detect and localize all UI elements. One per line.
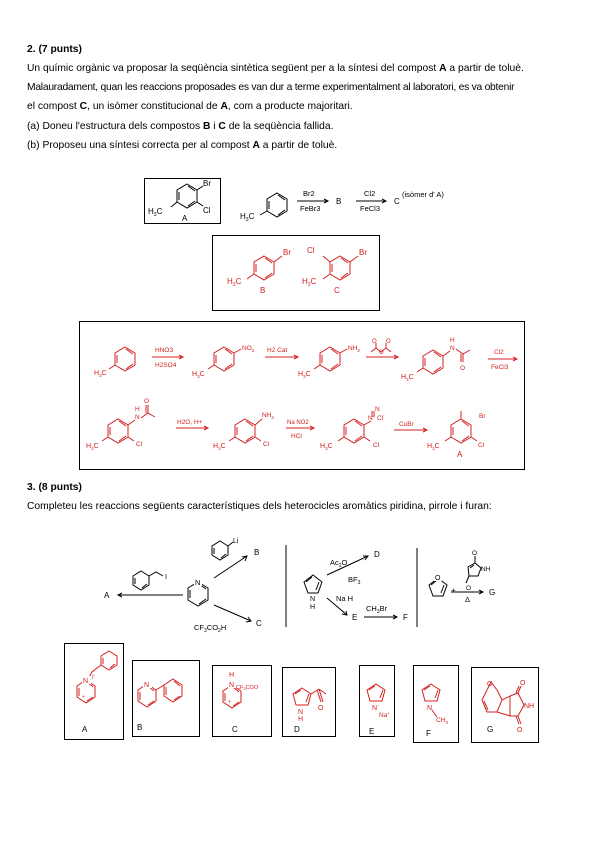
svg-text:H3C: $H_3C$ — [320, 443, 333, 451]
q2-line-2: Malauradament, quan les reaccions proposades es van dur a terme experimentalment al laboratori, es va obtenir — [27, 82, 515, 93]
svg-text:NH: NH — [481, 566, 491, 573]
svg-text:NO2: $NO_2$ — [242, 345, 255, 353]
q3-intro: Completeu les reaccions següents característiques dels heterocicles aromàtics piridina, pirrole i furan: — [27, 501, 492, 512]
answer-A-structure — [77, 651, 117, 734]
svg-text:NH2: $NH_2$ — [348, 345, 360, 353]
q2-part-b: (b) Proposeu una síntesi correcta per al compost A a partir de toluè. — [27, 140, 338, 151]
svg-text:+: + — [82, 694, 85, 700]
q2-line-3: el compost C, un isòmer constitucional de A, com a producte majoritari. — [27, 101, 353, 112]
svg-text:N: N — [310, 596, 316, 603]
q2-line-1: Un químic orgànic va proposar la seqüència sintètica següent per a la síntesi del compost A a partir de toluè. — [27, 63, 524, 74]
svg-text:H2SO4: H2SO4 — [155, 362, 177, 369]
svg-text:O: O — [386, 339, 391, 345]
svg-text:Cl: Cl — [478, 442, 485, 449]
svg-text:FeBr3: FeBr3 — [300, 204, 321, 213]
q3-label-D: D — [374, 550, 380, 559]
svg-text:C: C — [232, 725, 238, 734]
svg-text:C: C — [334, 286, 340, 295]
svg-text:NH: NH — [524, 703, 535, 710]
svg-text:N: N — [195, 578, 201, 587]
isomer-note: (isòmer d' A) — [402, 190, 444, 199]
svg-text:I: I — [165, 574, 167, 581]
svg-text:B: B — [137, 723, 143, 732]
svg-text:HCl: HCl — [291, 433, 302, 440]
svg-text:Δ: Δ — [465, 595, 471, 604]
svg-text:N: N — [372, 705, 378, 712]
svg-text:Na+: Na+ — [379, 711, 390, 719]
q3-label-B: B — [254, 548, 260, 557]
svg-text:O: O — [435, 575, 441, 582]
svg-text:H: H — [310, 604, 316, 611]
svg-text:Cl: Cl — [136, 441, 143, 448]
svg-text:Na NO2: Na NO2 — [287, 420, 309, 426]
q3-label-A: A — [104, 591, 110, 600]
svg-text:BF3: $BF_3$ — [348, 575, 361, 586]
svg-text:HNO3: HNO3 — [155, 347, 174, 354]
svg-text:F: F — [426, 729, 431, 738]
svg-text:Cl-: Cl- — [377, 413, 385, 422]
svg-text:H: H — [135, 406, 140, 413]
svg-text:A: A — [457, 450, 463, 459]
q3-label-G: G — [489, 588, 496, 597]
svg-text:H3C: $H_3C$ — [298, 371, 311, 379]
svg-text:H2 Cat: H2 Cat — [267, 347, 288, 354]
svg-text:N: N — [427, 705, 433, 712]
svg-text:N: N — [144, 682, 150, 689]
svg-text:H3C: $H_3C$ — [94, 370, 107, 378]
svg-text:CuBr: CuBr — [399, 421, 414, 428]
label-B: B — [336, 197, 342, 206]
svg-text:-: - — [378, 703, 380, 708]
svg-text:H3C: $H_3C$ — [148, 207, 163, 218]
answer-F-structure — [422, 684, 448, 738]
svg-text:H3C: $H_3C$ — [213, 443, 226, 451]
svg-text:O: O — [318, 705, 324, 712]
svg-text:I-: I- — [92, 673, 96, 681]
q3-heading: 3. (8 punts) — [27, 482, 82, 493]
svg-text:E: E — [369, 727, 375, 736]
svg-text:O: O — [372, 339, 377, 345]
svg-text:FeCl3: FeCl3 — [491, 364, 509, 371]
svg-text:Cl: Cl — [373, 442, 380, 449]
svg-text:CH3: $CH_3$ — [436, 717, 448, 725]
q2-part-a: (a) Doneu l'estructura dels compostos B i C de la seqüència fallida. — [27, 121, 334, 132]
svg-text:NH2: $NH_2$ — [262, 412, 274, 420]
svg-text:H2O, H+: H2O, H+ — [177, 419, 203, 426]
svg-text:N: N — [450, 345, 455, 352]
svg-text:+: + — [451, 586, 456, 595]
answer-G-structure — [482, 680, 534, 734]
svg-text:N: N — [298, 709, 304, 716]
svg-text:Ac2O: $Ac_2O$ — [330, 558, 348, 569]
answer-C-structure — [223, 672, 260, 734]
svg-text:Cl: Cl — [203, 206, 211, 215]
svg-text:N: N — [375, 406, 380, 413]
svg-text:O: O — [466, 585, 472, 592]
svg-text:H3C: $H_3C$ — [192, 371, 205, 379]
svg-text:G: G — [487, 725, 494, 734]
answer-D-structure — [293, 688, 326, 734]
svg-text:O: O — [144, 398, 150, 405]
svg-text:Cl2: Cl2 — [364, 189, 376, 198]
svg-text:B: B — [260, 286, 266, 295]
svg-text:O: O — [379, 350, 384, 356]
svg-text:CH3Br: $CH_3Br$ — [366, 604, 388, 615]
svg-text:A: A — [82, 725, 88, 734]
svg-text:O: O — [517, 727, 523, 734]
svg-text:H3C: $H_3C$ — [227, 277, 242, 288]
svg-text:H: H — [298, 716, 304, 723]
q3-label-C: C — [256, 619, 262, 628]
svg-text:Na H: Na H — [336, 594, 354, 603]
q2-heading: 2. (7 punts) — [27, 44, 82, 55]
svg-text:O: O — [487, 681, 493, 688]
svg-text:Br: Br — [203, 179, 211, 188]
svg-text:FeCl3: FeCl3 — [360, 204, 381, 213]
svg-text:CF3CO2H: $CF_3CO_2H$ — [194, 623, 227, 634]
svg-text:Br2: Br2 — [303, 189, 315, 198]
q3-label-E: E — [352, 613, 358, 622]
svg-text:Cl2: Cl2 — [494, 349, 504, 356]
svg-text:CF3COO-: CF3COO- — [236, 683, 260, 691]
q3-label-F: F — [403, 613, 408, 622]
label-C: C — [394, 197, 400, 206]
svg-text:Br: Br — [479, 413, 486, 420]
svg-text:H3C: $H_3C$ — [302, 277, 317, 288]
svg-text:H: H — [450, 337, 455, 344]
svg-text:O: O — [472, 550, 478, 557]
svg-text:Br: Br — [359, 248, 367, 257]
svg-text:H3C: $H_3C$ — [240, 212, 255, 223]
svg-text:N: N — [83, 678, 89, 685]
svg-text:H3C: $H_3C$ — [401, 374, 414, 382]
svg-text:H3C: $H_3C$ — [86, 443, 99, 451]
svg-text:Li: Li — [233, 538, 239, 545]
svg-text:N: N — [135, 414, 140, 421]
answer-B-structure — [137, 679, 182, 732]
svg-text:N: N — [368, 415, 373, 422]
svg-text:+: + — [228, 699, 231, 705]
svg-text:D: D — [294, 725, 300, 734]
answer-E-structure — [367, 684, 390, 736]
svg-text:Cl: Cl — [307, 246, 315, 255]
svg-text:H: H — [229, 672, 235, 679]
svg-text:Br: Br — [283, 248, 291, 257]
svg-text:Cl: Cl — [263, 441, 270, 448]
svg-text:O: O — [520, 680, 526, 687]
compound-A-label: A — [182, 214, 188, 223]
svg-text:N: N — [229, 682, 235, 689]
svg-text:O: O — [460, 365, 466, 372]
svg-text:H3C: $H_3C$ — [427, 443, 440, 451]
